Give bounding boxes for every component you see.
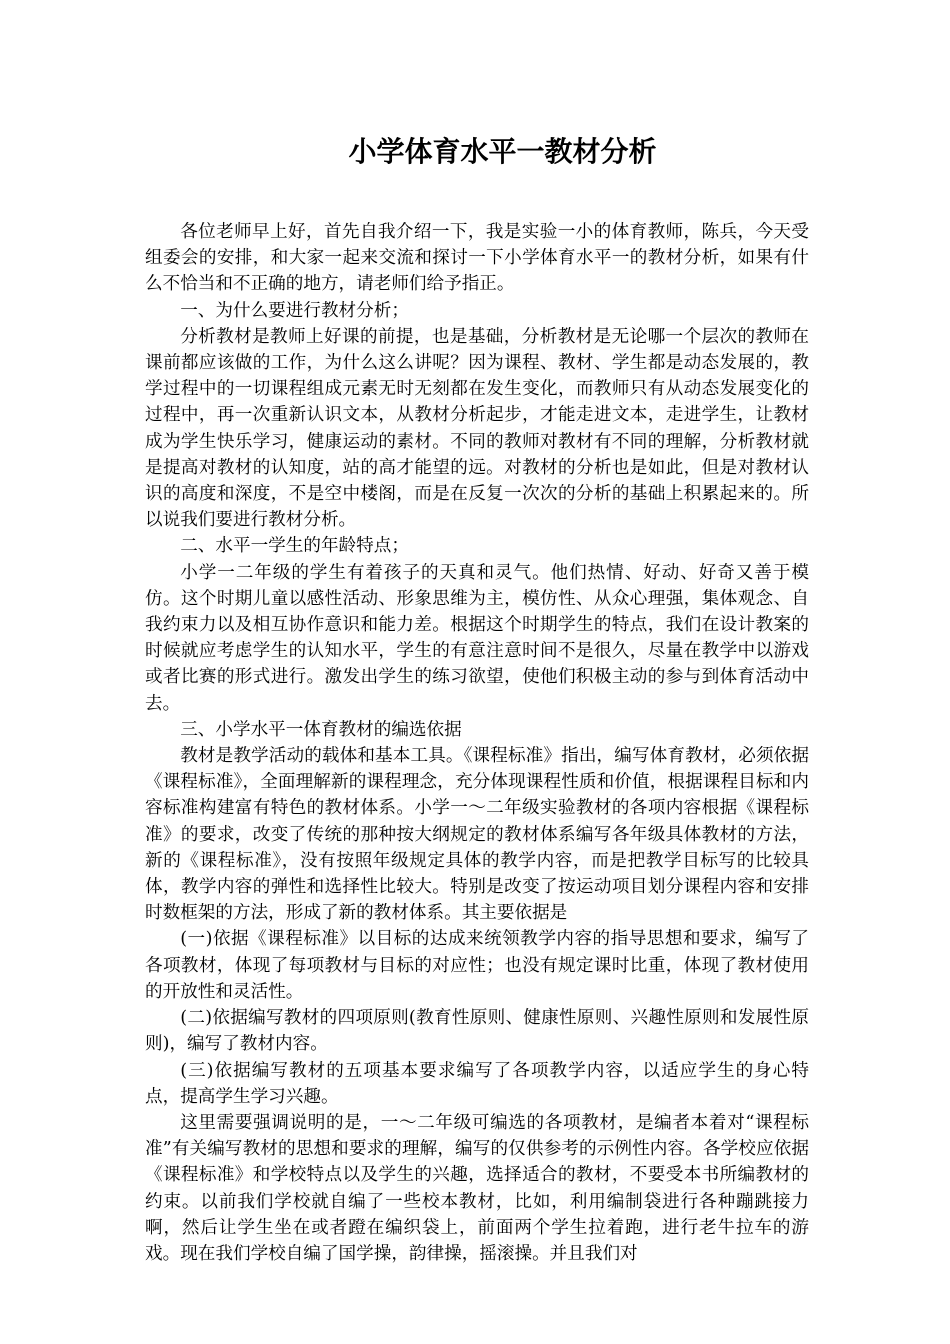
document-body	[145, 219, 809, 1267]
paragraph-age-features: 小学一二年级的学生有着孩子的天真和灵气。他们热情、好动、好奇又善于模仿。这个时期儿童以感性活动、形象思维为主，模仿性、从众心理强，集体观念、自我约束力以及相互协作意识和能力差。根据这个时期学生的特点，我们在设计教案的时候就应考虑学生的认知水平，学生的有意注意时间不是很久，尽量在教学中以游戏或者比赛的形式进行。激发出学生的练习欲望，使他们积极主动的参与到体育活动中去。	[145, 562, 809, 714]
paragraph-why-analysis: 分析教材是教师上好课的前提，也是基础，分析教材是无论哪一个层次的教师在课前都应该做的工作，为什么这么讲呢？因为课程、教材、学生都是动态发展的，教学过程中的一切课程组成元素无时无刻都在发生变化，而教师只有从动态发展变化的过程中，再一次重新认识文本，从教材分析起步，才能走进文本，走进学生，让教材成为学生快乐学习，健康运动的素材。不同的教师对教材有不同的理解，分析教材就是提高对教材的认知度，站的高才能望的远。对教材的分析也是如此，但是对教材认识的高度和深度，不是空中楼阁，而是在反复一次次的分析的基础上积累起来的。所以说我们要进行教材分析。	[145, 326, 809, 531]
paragraph-basis-1: (一)依据《课程标准》以目标的达成来统领教学内容的指导思想和要求，编写了各项教材，体现了每项教材与目标的对应性；也没有规定课时比重，体现了教材使用的开放性和灵活性。	[145, 929, 809, 1002]
paragraph-note: 这里需要强调说明的是，一～二年级可编选的各项教材，是编者本着对“课程标准”有关编写教材的思想和要求的理解，编写的仅供参考的示例性内容。各学校应依据《课程标准》和学校特点以及学生的兴趣，选择适合的教材，不要受本书所编教材的约束。以前我们学校就自编了一些校本教材，比如，利用编制袋进行各种蹦跳接力啊，然后让学生坐在或者蹬在编织袋上，前面两个学生拉着跑，进行老牛拉车的游戏。现在我们学校自编了国学操，韵律操，摇滚操。并且我们对	[145, 1112, 809, 1264]
section-heading-2: 二、水平一学生的年龄特点；	[180, 536, 409, 557]
section-heading-3: 三、小学水平一体育教材的编选依据	[180, 719, 462, 740]
paragraph-basis-2: (二)依据编写教材的四项原则(教育性原则、健康性原则、兴趣性原则和发展性原则)，编写了教材内容。	[145, 1008, 809, 1055]
paragraph-basis: 教材是教学活动的载体和基本工具。《课程标准》指出，编写体育教材，必须依据《课程标准》，全面理解新的课程理念，充分体现课程性质和价值，根据课程目标和内容标准构建富有特色的教材体系。小学一～二年级实验教材的各项内容根据《课程标准》的要求，改变了传统的那种按大纲规定的教材体系编写各年级具体教材的方法，新的《课程标准》，没有按照年级规定具体的教学内容，而是把教学目标写的比较具体，教学内容的弹性和选择性比较大。特别是改变了按运动项目划分课程内容和安排时数框架的方法，形成了新的教材体系。其主要依据是	[145, 746, 809, 924]
paragraph-basis-3: (三)依据编写教材的五项基本要求编写了各项教学内容，以适应学生的身心特点，提高学生学习兴趣。	[145, 1060, 809, 1107]
paragraph-intro: 各位老师早上好，首先自我介绍一下，我是实验一小的体育教师，陈兵，今天受组委会的安排，和大家一起来交流和探讨一下小学体育水平一的教材分析，如果有什么不恰当和不正确的地方，请老师们给予指正。	[145, 222, 809, 295]
section-heading-1: 一、为什么要进行教材分析；	[180, 300, 409, 321]
document-title: 小学体育水平一教材分析	[348, 135, 657, 168]
